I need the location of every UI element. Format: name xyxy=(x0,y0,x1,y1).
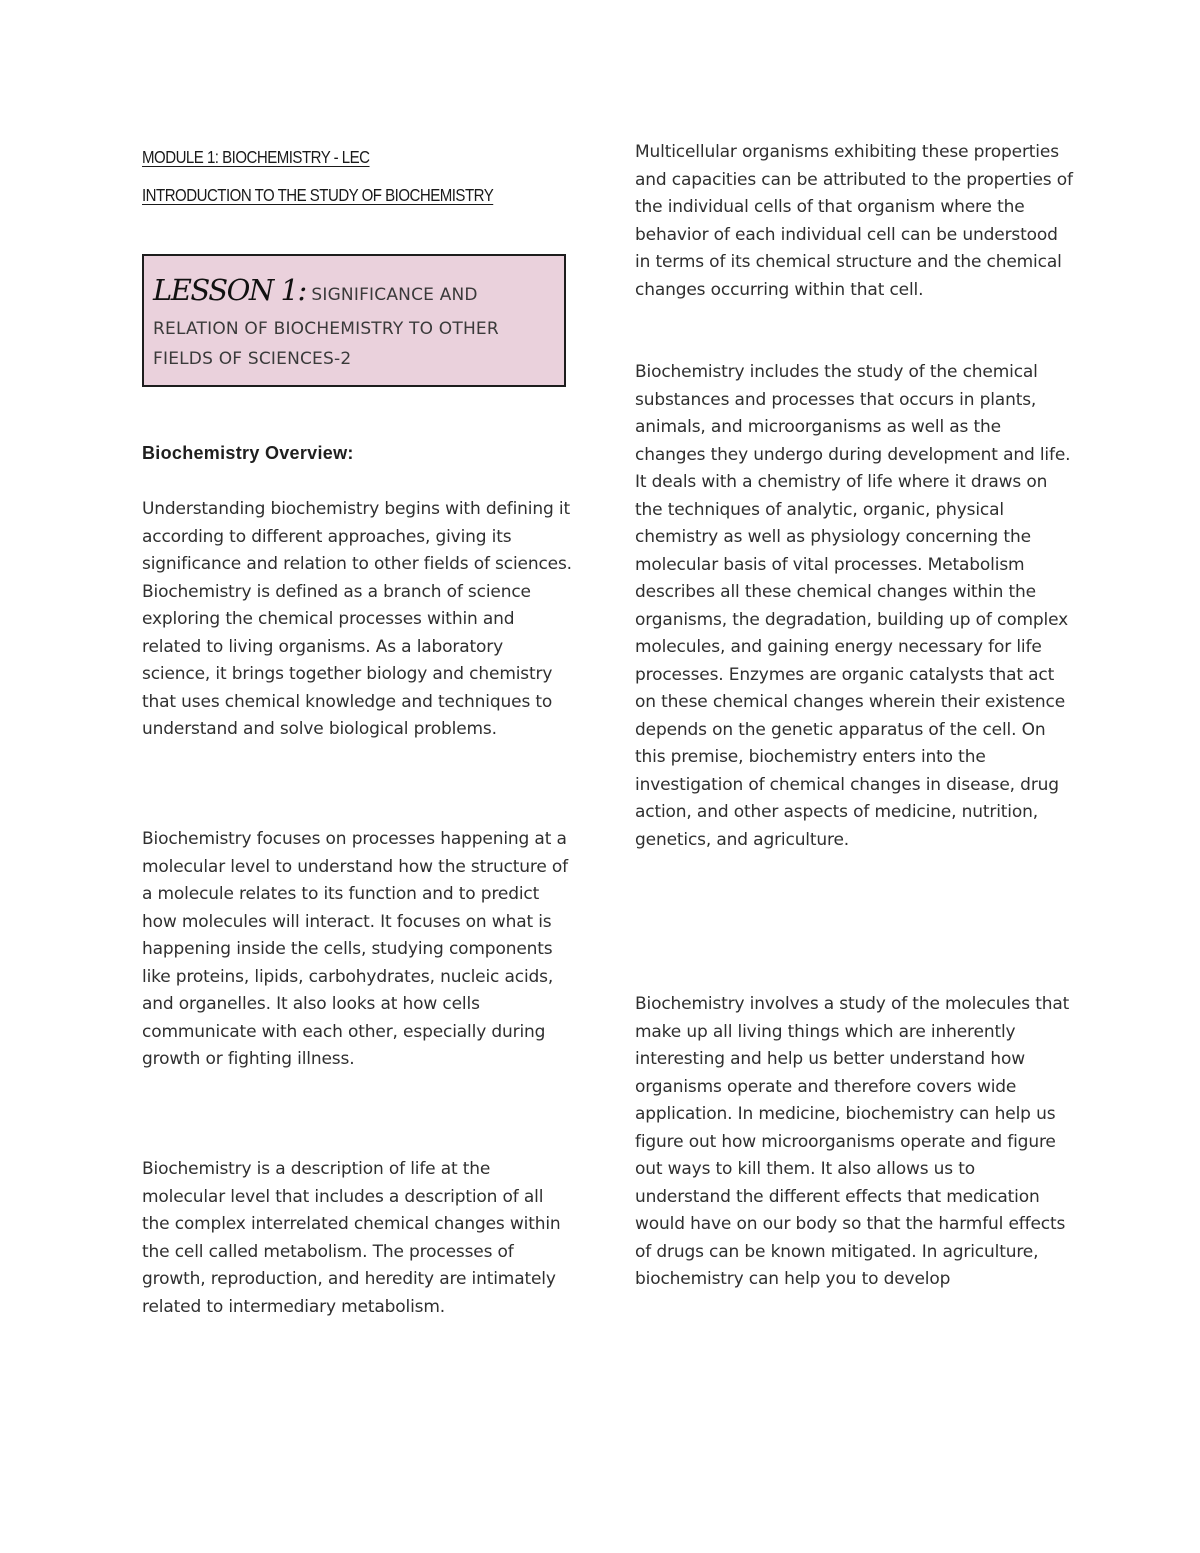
lesson-box xyxy=(142,254,566,387)
intro-heading: INTRODUCTION TO THE STUDY OF BIOCHEMISTRY xyxy=(142,185,494,205)
lesson-title-line1: SIGNIFICANCE AND xyxy=(311,285,478,305)
lesson-label: LESSON 1: xyxy=(153,273,306,307)
section-heading: Biochemistry Overview: xyxy=(142,443,354,463)
right-paragraph-1: Multicellular organisms exhibiting these properties and capacities can be attributed to the properties of the individual cells of that organism where the behavior of each individual cell can be understood in terms of its chemical structure and the chemical changes occurring within that cell. xyxy=(635,142,1073,300)
left-paragraph-1: Understanding biochemistry begins with defining it according to different approaches, giving its significance and relation to other fields of sciences. Biochemistry is defined as a branch of science exploring the chemical processes within and related to living organisms. As a laboratory science, it brings together biology and chemistry that uses chemical knowledge and techniques to understand and solve biological problems. xyxy=(142,499,572,739)
lesson-title-line2: RELATION OF BIOCHEMISTRY TO OTHER xyxy=(153,319,499,339)
right-paragraph-2: Biochemistry includes the study of the chemical substances and processes that occurs in plants, animals, and microorganisms as well as the changes they undergo during development and life. It deals with a chemistry of life where it draws on the techniques of analytic, organic, physical chemistry as well as physiology concerning the molecular basis of vital processes. Metabolism describes all these chemical changes within the organisms, the degradation, building up of complex molecules, and gaining energy necessary for life processes. Enzymes are organic catalysts that act on these chemical changes wherein their existence depends on the genetic apparatus of the cell. On this premise, biochemistry enters into the investigation of chemical changes in disease, drug action, and other aspects of medicine, nutrition, genetics, and agriculture. xyxy=(635,362,1071,850)
left-paragraph-3: Biochemistry is a description of life at the molecular level that includes a description of all the complex interrelated chemical changes within the cell called metabolism. The processes of growth, reproduction, and heredity are intimately related to intermediary metabolism. xyxy=(142,1159,561,1317)
left-paragraph-2: Biochemistry focuses on processes happening at a molecular level to understand how the structure of a molecule relates to its function and to predict how molecules will interact. It focuses on what is happening inside the cells, studying components like proteins, lipids, carbohydrates, nucleic acids, and organelles. It also looks at how cells communicate with each other, especially during growth or fighting illness. xyxy=(142,829,569,1069)
right-paragraph-3: Biochemistry involves a study of the molecules that make up all living things which are inherently interesting and help us better understand how organisms operate and therefore covers wide application. In medicine, biochemistry can help us figure out how microorganisms operate and figure out ways to kill them. It also allows us to understand the different effects that medication would have on our body so that the harmful effects of drugs can be known mitigated. In agriculture, biochemistry can help you to develop xyxy=(635,994,1070,1289)
lesson-title-line3: FIELDS OF SCIENCES-2 xyxy=(153,349,352,369)
module-heading: MODULE 1: BIOCHEMISTRY - LEC xyxy=(142,147,370,167)
